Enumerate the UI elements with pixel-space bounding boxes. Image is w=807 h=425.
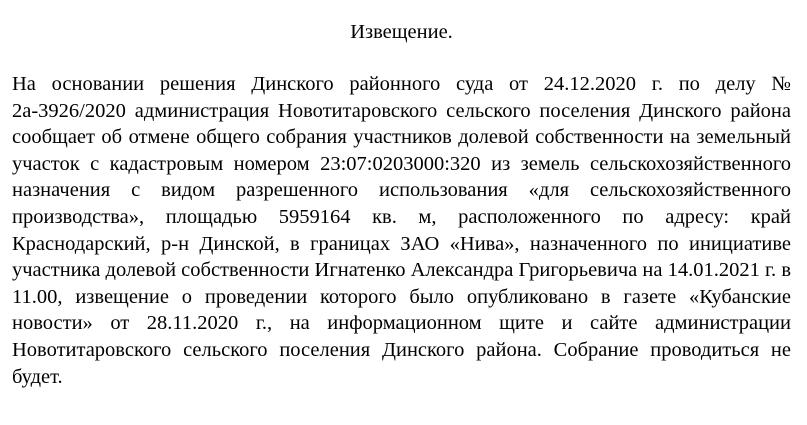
notice-title: Извещение. bbox=[350, 21, 453, 43]
notice-body: На основании решения Динского районного суда от 24.12.2020 г. по делу № 2а-3926/2020 администрация Новотитаровского сельского поселения Динского района сообщает об отмене общего собрания участников долевой собственности на земельный участок с кадастровым номером 23:07:0203000:320 из земель сельскохозяйственного назначения с видом разрешенного использования «для сельскохозяйственного производства», площадью 5959164 кв. м, расположенного по адресу: край Краснодарский, р-н Динской, в границах ЗАО «Нива», назначенного по инициативе участника долевой собственности Игнатенко Александра Григорьевича на 14.01.2021 г. в 11.00, извещение о проведении которого было опубликовано в газете «Кубанские новости» от 28.11.2020 г., на информационном щите и сайте администрации Новотитаровского сельского поселения Динского района. Собрание проводиться не будет. bbox=[12, 73, 791, 388]
document-page bbox=[12, 0, 791, 390]
